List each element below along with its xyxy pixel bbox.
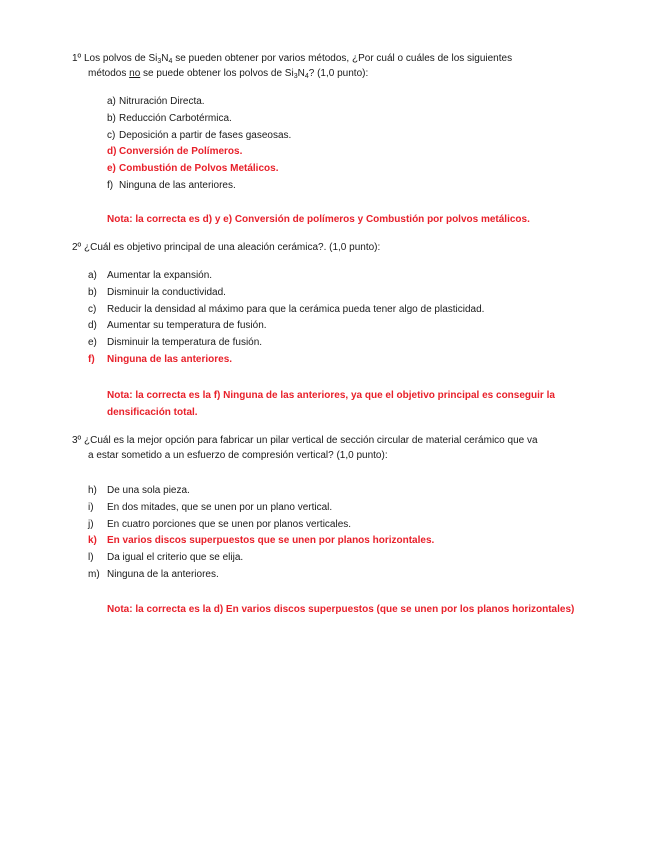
question-3-line-1: 3º ¿Cuál es la mejor opción para fabricar un pilar vertical de sección circular de material cerámico que va xyxy=(72,435,538,446)
option-text: En varios discos superpuestos que se unen por planos horizontales. xyxy=(107,535,435,547)
question-1 xyxy=(72,51,592,81)
q1-text: se puede obtener los polvos de Si xyxy=(140,68,294,79)
option-marker: m) xyxy=(88,568,100,580)
option-text: Nitruración Directa. xyxy=(119,96,205,107)
question-3-note xyxy=(107,602,592,619)
option-text: Aumentar su temperatura de fusión. xyxy=(107,320,267,332)
option-text: Ninguna de las anteriores. xyxy=(107,353,233,365)
q1-text: métodos xyxy=(88,68,130,79)
question-2 xyxy=(72,240,592,255)
option-1a xyxy=(107,94,627,111)
q1-text: ? (1,0 punto): xyxy=(308,68,369,79)
option-text: Reducir la densidad al máximo para que la cerámica pueda tener algo de plasticidad. xyxy=(107,303,485,315)
option-text: Aumentar la expansión. xyxy=(107,270,213,281)
option-text: Ninguna de las anteriores. xyxy=(119,179,236,191)
option-marker: e) xyxy=(107,163,116,175)
q1-underlined-no: no xyxy=(129,68,141,79)
option-1f xyxy=(107,178,627,195)
question-3-line-2: a estar sometido a un esfuerzo de compresión vertical? (1,0 punto): xyxy=(88,450,388,461)
q1-subscript: 4 xyxy=(168,58,173,65)
question-1-line-1 xyxy=(72,51,592,66)
option-text: Disminuir la conductividad. xyxy=(107,286,226,298)
option-3h xyxy=(88,483,608,500)
q1-text: N xyxy=(297,68,305,79)
option-marker: c) xyxy=(107,129,116,141)
option-marker: h) xyxy=(88,485,97,496)
q1-subscript: 3 xyxy=(293,73,298,80)
option-text: Conversión de Polímeros. xyxy=(119,146,243,158)
question-3 xyxy=(72,433,592,463)
option-3i xyxy=(88,500,608,517)
option-marker: f) xyxy=(88,353,95,365)
option-2c xyxy=(88,302,608,319)
option-marker: j) xyxy=(88,518,94,530)
option-2f-correct xyxy=(88,352,608,369)
option-marker: d) xyxy=(107,146,117,158)
option-1b xyxy=(107,111,627,128)
q1-text: se pueden obtener por varios métodos, ¿Por cuál o cuáles de los siguientes xyxy=(172,53,513,64)
option-2d xyxy=(88,318,608,335)
question-2-text: 2º ¿Cuál es objetivo principal de una aleación cerámica?. (1,0 punto): xyxy=(72,242,381,253)
option-2e xyxy=(88,335,608,352)
question-1-note xyxy=(107,212,592,229)
option-1c xyxy=(107,128,627,145)
question-2-note xyxy=(107,388,592,421)
q1-subscript: 4 xyxy=(304,73,309,80)
option-1e-correct xyxy=(107,161,627,178)
option-text: Combustión de Polvos Metálicos. xyxy=(119,163,279,175)
option-marker: d) xyxy=(88,320,97,332)
q1-subscript: 3 xyxy=(157,58,162,65)
option-3m xyxy=(88,567,608,584)
option-text: Deposición a partir de fases gaseosas. xyxy=(119,129,292,141)
option-marker: f) xyxy=(107,179,114,191)
question-1-options xyxy=(107,94,627,195)
option-marker: e) xyxy=(88,337,97,349)
option-1d-correct xyxy=(107,144,627,161)
option-text: En dos mitades, que se unen por un plano vertical. xyxy=(107,501,333,513)
note-text: Nota: la correcta es la d) En varios discos superpuestos (que se unen por los planos horizontales) xyxy=(107,604,575,615)
option-marker: b) xyxy=(88,286,97,298)
option-marker: a) xyxy=(107,96,116,107)
option-2a xyxy=(88,268,608,285)
option-marker: l) xyxy=(88,552,94,564)
note-text: Nota: la correcta es d) y e) Conversión de polímeros y Combustión por polvos metálicos. xyxy=(107,214,530,225)
option-marker: b) xyxy=(107,112,116,124)
option-text: Reducción Carbotérmica. xyxy=(119,112,232,124)
option-text: En cuatro porciones que se unen por planos verticales. xyxy=(107,518,352,530)
question-3-options xyxy=(88,483,608,584)
option-text: Disminuir la temperatura de fusión. xyxy=(107,337,263,349)
q1-text: N xyxy=(161,53,169,64)
question-1-line-2 xyxy=(72,66,592,81)
option-text: De una sola pieza. xyxy=(107,485,190,496)
option-3l xyxy=(88,550,608,567)
option-marker: k) xyxy=(88,535,97,547)
option-text: Da igual el criterio que se elija. xyxy=(107,552,244,564)
q1-text: 1º Los polvos de Si xyxy=(72,53,158,64)
option-marker: c) xyxy=(88,303,97,315)
option-text: Ninguna de la anteriores. xyxy=(107,568,219,580)
option-2b xyxy=(88,285,608,302)
note-text: Nota: la correcta es la f) Ninguna de las anteriores, ya que el objetivo principal es conseguir la xyxy=(107,390,555,401)
option-3k-correct xyxy=(88,533,608,550)
option-marker: a) xyxy=(88,270,97,281)
option-3j xyxy=(88,517,608,534)
question-2-options xyxy=(88,268,608,369)
option-marker: i) xyxy=(88,501,94,513)
note-text: densificación total. xyxy=(107,406,198,418)
